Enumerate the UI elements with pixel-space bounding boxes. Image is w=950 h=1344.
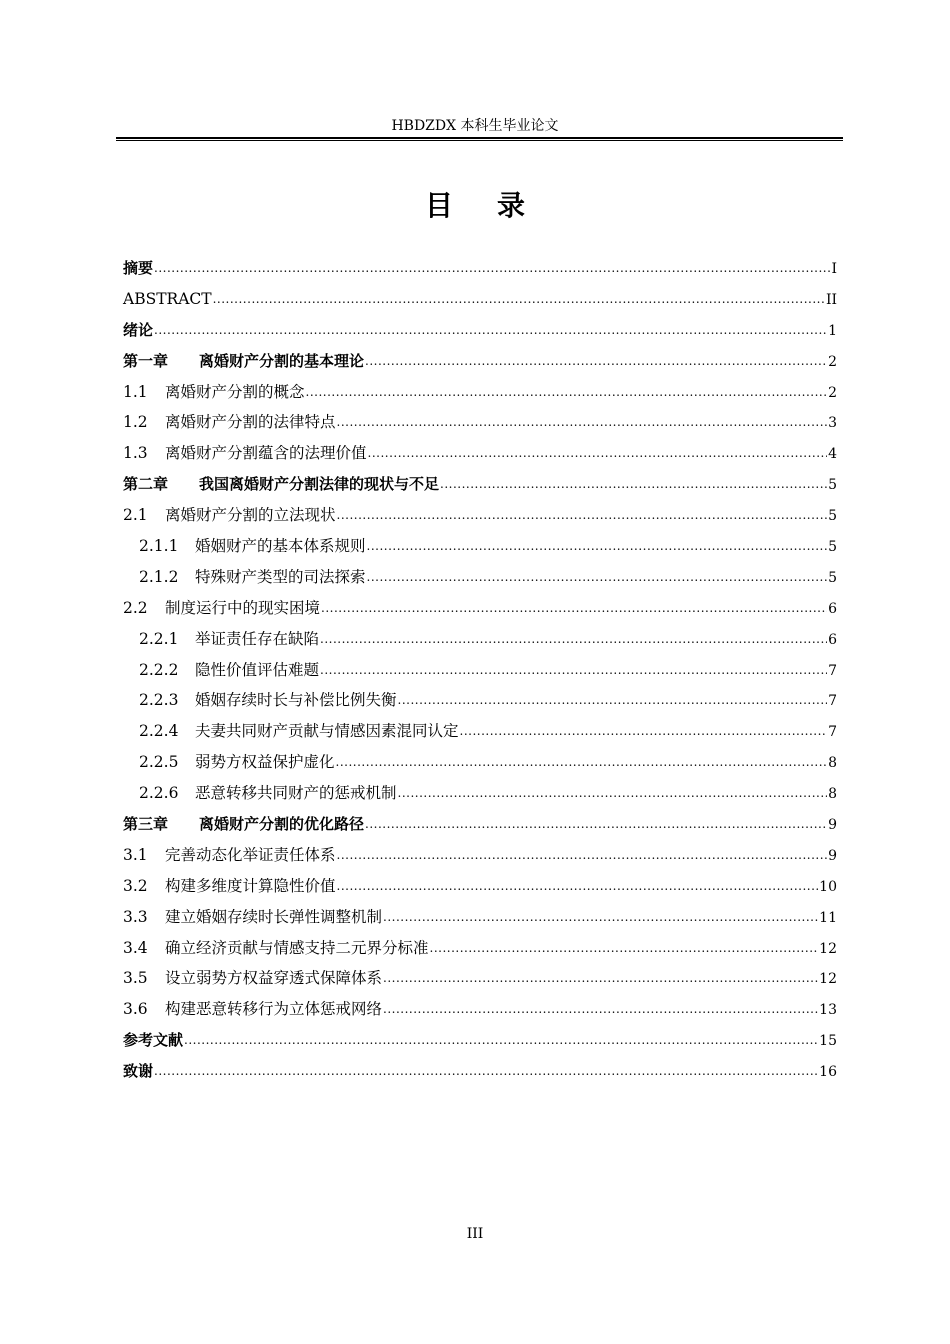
toc-entry-label bbox=[123, 377, 305, 408]
toc-entry-number: 2.2.1 bbox=[139, 629, 179, 648]
toc-entry-label bbox=[123, 1025, 183, 1056]
toc-entry-label bbox=[123, 284, 212, 315]
toc-entry-page: 12 bbox=[819, 971, 837, 988]
toc-entry[interactable] bbox=[123, 593, 837, 624]
toc-leader-dots bbox=[337, 839, 828, 871]
toc-entry-label bbox=[123, 407, 336, 438]
toc-entry-title: 构建多维度计算隐性价值 bbox=[165, 876, 336, 895]
toc-entry[interactable] bbox=[123, 994, 837, 1025]
toc-entry-page: 12 bbox=[819, 940, 837, 957]
toc-entry-title: 设立弱势方权益穿透式保障体系 bbox=[165, 969, 383, 988]
toc-entry-label bbox=[123, 902, 382, 933]
toc-entry-label bbox=[123, 500, 336, 531]
toc-leader-dots bbox=[337, 870, 819, 902]
toc-entry[interactable] bbox=[123, 1056, 837, 1087]
toc-entry-page: 6 bbox=[828, 631, 837, 648]
table-of-contents bbox=[123, 253, 837, 1087]
toc-entry-title: 摘要 bbox=[123, 259, 154, 277]
toc-entry-page: 7 bbox=[828, 724, 837, 741]
toc-entry-page: 4 bbox=[828, 446, 837, 463]
toc-entry[interactable] bbox=[123, 809, 837, 840]
toc-entry-number: 1.1 bbox=[123, 382, 148, 401]
toc-entry-label bbox=[123, 1056, 153, 1087]
toc-leader-dots bbox=[383, 901, 818, 933]
toc-entry-number: 1.2 bbox=[123, 413, 148, 432]
toc-entry[interactable] bbox=[123, 377, 837, 408]
toc-entry[interactable] bbox=[123, 438, 837, 469]
toc-entry-title: 恶意转移共同财产的惩戒机制 bbox=[195, 784, 397, 803]
toc-leader-dots bbox=[368, 437, 828, 469]
toc-entry-number: 第一章 bbox=[123, 351, 169, 370]
toc-leader-dots bbox=[430, 932, 819, 964]
toc-entry-title: 特殊财产类型的司法探索 bbox=[195, 567, 366, 586]
toc-entry-label bbox=[123, 438, 367, 469]
toc-entry-number: 第二章 bbox=[123, 475, 169, 494]
toc-leader-dots bbox=[460, 715, 828, 747]
toc-entry-page: 9 bbox=[828, 847, 837, 864]
toc-entry[interactable] bbox=[123, 253, 837, 284]
toc-entry-number: 2.2.2 bbox=[139, 660, 179, 679]
toc-entry[interactable] bbox=[123, 685, 837, 716]
toc-entry-title: 弱势方权益保护虚化 bbox=[195, 753, 335, 772]
toc-entry-label bbox=[139, 531, 366, 562]
toc-leader-dots bbox=[154, 252, 830, 284]
toc-entry-page: 13 bbox=[819, 1002, 837, 1019]
toc-entry[interactable] bbox=[123, 315, 837, 346]
toc-leader-dots bbox=[321, 592, 827, 624]
toc-entry-page: 5 bbox=[828, 539, 837, 556]
toc-entry-title: 婚姻存续时长与补偿比例失衡 bbox=[195, 691, 397, 710]
toc-entry[interactable] bbox=[123, 655, 837, 686]
toc-entry-page: 16 bbox=[819, 1064, 837, 1081]
toc-entry-number: 2.1.1 bbox=[139, 537, 179, 556]
toc-entry-page: 5 bbox=[828, 477, 837, 494]
toc-leader-dots bbox=[383, 962, 818, 994]
toc-entry-title: 确立经济贡献与情感支持二元界分标准 bbox=[165, 938, 429, 957]
toc-entry[interactable] bbox=[123, 469, 837, 500]
toc-entry-page: 8 bbox=[828, 755, 837, 772]
toc-leader-dots bbox=[184, 1024, 818, 1056]
toc-entry-label bbox=[123, 871, 336, 902]
toc-entry-label bbox=[123, 593, 320, 624]
toc-leader-dots bbox=[365, 808, 827, 840]
toc-leader-dots bbox=[154, 314, 827, 346]
toc-entry-label bbox=[139, 685, 397, 716]
toc-entry[interactable] bbox=[123, 716, 837, 747]
toc-entry-label bbox=[123, 469, 439, 500]
toc-entry-page: 7 bbox=[828, 662, 837, 679]
header-rule-thick bbox=[116, 137, 843, 139]
toc-leader-dots bbox=[398, 684, 828, 716]
toc-entry-page: 15 bbox=[819, 1033, 837, 1050]
header-rule-thin bbox=[116, 140, 843, 141]
toc-entry[interactable] bbox=[123, 778, 837, 809]
toc-entry-page: 9 bbox=[828, 817, 837, 834]
toc-entry-page: II bbox=[825, 291, 837, 308]
toc-entry-title: 离婚财产分割的优化路径 bbox=[199, 815, 365, 834]
toc-leader-dots bbox=[320, 654, 827, 686]
toc-entry-label bbox=[139, 624, 319, 655]
toc-entry-title: ABSTRACT bbox=[123, 289, 212, 308]
toc-entry-number: 3.1 bbox=[123, 845, 148, 864]
toc-entry-page: 5 bbox=[828, 508, 837, 525]
toc-entry-label bbox=[123, 346, 364, 377]
toc-entry-number: 2.2.5 bbox=[139, 753, 179, 772]
toc-entry-label bbox=[123, 933, 429, 964]
toc-entry[interactable] bbox=[123, 531, 837, 562]
toc-entry-page: 2 bbox=[828, 353, 837, 370]
toc-entry-number: 3.6 bbox=[123, 1000, 148, 1019]
toc-entry-label bbox=[123, 963, 382, 994]
toc-entry-page: 10 bbox=[819, 878, 837, 895]
toc-leader-dots bbox=[154, 1055, 818, 1087]
toc-leader-dots bbox=[383, 993, 818, 1025]
toc-leader-dots bbox=[367, 561, 828, 593]
toc-entry-page: 5 bbox=[828, 569, 837, 586]
toc-entry-title: 建立婚姻存续时长弹性调整机制 bbox=[165, 907, 383, 926]
toc-entry-number: 2.1.2 bbox=[139, 567, 179, 586]
toc-entry-number: 1.3 bbox=[123, 444, 148, 463]
toc-leader-dots bbox=[337, 499, 828, 531]
toc-entry[interactable] bbox=[123, 562, 837, 593]
toc-entry-page: 6 bbox=[828, 600, 837, 617]
toc-leader-dots bbox=[336, 746, 828, 778]
toc-entry-label bbox=[123, 315, 153, 346]
toc-entry[interactable] bbox=[123, 500, 837, 531]
toc-entry-title: 夫妻共同财产贡献与情感因素混同认定 bbox=[195, 722, 459, 741]
toc-entry[interactable] bbox=[123, 902, 837, 933]
toc-entry-number: 3.3 bbox=[123, 907, 148, 926]
toc-entry[interactable] bbox=[123, 284, 837, 315]
toc-entry-label bbox=[123, 809, 364, 840]
toc-entry-title: 举证责任存在缺陷 bbox=[195, 629, 320, 648]
toc-entry-number: 3.4 bbox=[123, 938, 148, 957]
toc-entry-page: 3 bbox=[828, 415, 837, 432]
toc-entry-title: 绪论 bbox=[123, 320, 154, 339]
toc-entry-title: 我国离婚财产分割法律的现状与不足 bbox=[199, 475, 440, 494]
toc-entry-label bbox=[123, 840, 336, 871]
toc-entry-page: 1 bbox=[828, 322, 837, 339]
toc-entry-title: 离婚财产分割的基本理论 bbox=[199, 351, 365, 370]
page-header: HBDZDX 本科生毕业论文 bbox=[391, 118, 559, 134]
toc-entry-title: 参考文献 bbox=[123, 1031, 184, 1050]
toc-leader-dots bbox=[367, 530, 828, 562]
toc-entry-title: 离婚财产分割的法律特点 bbox=[165, 413, 336, 432]
toc-entry[interactable] bbox=[123, 747, 837, 778]
toc-entry-number: 2.2.3 bbox=[139, 691, 179, 710]
toc-leader-dots bbox=[337, 406, 828, 438]
toc-entry-number: 第三章 bbox=[123, 815, 169, 834]
toc-entry-label bbox=[139, 655, 319, 686]
toc-leader-dots bbox=[365, 345, 827, 377]
toc-entry[interactable] bbox=[123, 1025, 837, 1056]
toc-entry-title: 离婚财产分割的概念 bbox=[165, 382, 305, 401]
toc-entry-label bbox=[139, 562, 366, 593]
toc-entry-title: 致谢 bbox=[123, 1062, 154, 1081]
toc-entry-number: 2.1 bbox=[123, 506, 148, 525]
toc-entry[interactable] bbox=[123, 346, 837, 377]
toc-entry-title: 完善动态化举证责任体系 bbox=[165, 845, 336, 864]
toc-entry[interactable] bbox=[123, 871, 837, 902]
toc-leader-dots bbox=[306, 376, 828, 408]
toc-entry-title: 隐性价值评估难题 bbox=[195, 660, 320, 679]
toc-entry[interactable] bbox=[123, 933, 837, 964]
toc-entry-number: 2.2.4 bbox=[139, 722, 179, 741]
toc-entry-page: 2 bbox=[828, 384, 837, 401]
toc-entry-title: 婚姻财产的基本体系规则 bbox=[195, 537, 366, 556]
toc-entry[interactable] bbox=[123, 407, 837, 438]
toc-leader-dots bbox=[398, 777, 828, 809]
toc-leader-dots bbox=[440, 468, 827, 500]
page-number: III bbox=[466, 1226, 484, 1242]
toc-entry-label bbox=[139, 778, 397, 809]
toc-entry-title: 离婚财产分割的立法现状 bbox=[165, 506, 336, 525]
toc-entry-number: 3.2 bbox=[123, 876, 148, 895]
toc-entry[interactable] bbox=[123, 963, 837, 994]
toc-entry-page: 8 bbox=[828, 786, 837, 803]
toc-entry-page: 11 bbox=[819, 909, 837, 926]
toc-entry-page: I bbox=[831, 261, 837, 277]
toc-entry-title: 制度运行中的现实困境 bbox=[165, 598, 321, 617]
page-title: 目录 bbox=[424, 189, 569, 222]
toc-leader-dots bbox=[320, 623, 827, 655]
toc-entry-label bbox=[139, 716, 459, 747]
toc-entry-label bbox=[123, 253, 153, 284]
toc-entry[interactable] bbox=[123, 840, 837, 871]
toc-entry-label bbox=[139, 747, 335, 778]
toc-entry-number: 2.2.6 bbox=[139, 784, 179, 803]
toc-leader-dots bbox=[213, 283, 825, 315]
toc-entry[interactable] bbox=[123, 624, 837, 655]
toc-entry-title: 构建恶意转移行为立体惩戒网络 bbox=[165, 1000, 383, 1019]
toc-entry-number: 2.2 bbox=[123, 598, 148, 617]
toc-entry-label bbox=[123, 994, 382, 1025]
toc-entry-number: 3.5 bbox=[123, 969, 148, 988]
toc-entry-title: 离婚财产分割蕴含的法理价值 bbox=[165, 444, 367, 463]
toc-entry-page: 7 bbox=[828, 693, 837, 710]
